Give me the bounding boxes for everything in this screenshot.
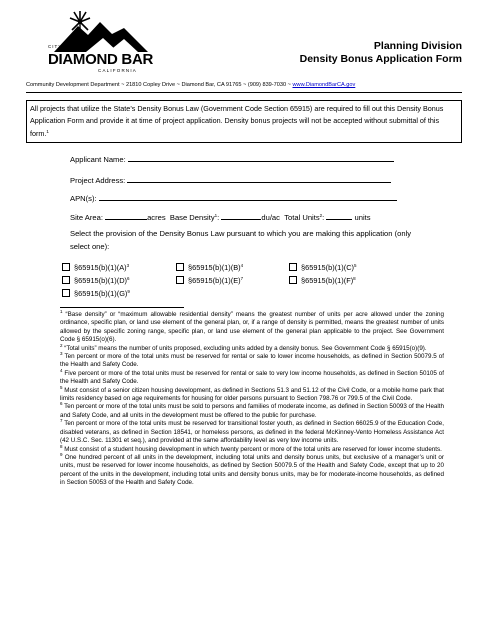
option-b1b[interactable] xyxy=(176,263,243,272)
form-header xyxy=(300,40,462,66)
footnote-text: Ten percent or more of the total units must be reserved for transitional foster youth, as defined in Section 66025.9 of the Education Code, disabled veterans, as defined in Section 18541, or homeless persons, as defined in the federal McKinney-Vento Homeless Assistance Act (42 U.S.C. Sec. 11301 et seq.), and provided at the same affordability level as very low income units. xyxy=(60,420,444,445)
footnote-number: 9 xyxy=(60,451,63,457)
acres-unit: acres xyxy=(147,213,166,222)
footnote-number: 7 xyxy=(60,418,63,424)
project-address-label: Project Address: xyxy=(70,176,126,185)
checkbox[interactable] xyxy=(176,263,184,271)
option-footnote-ref: 4 xyxy=(240,263,244,268)
apn-blank[interactable] xyxy=(99,192,397,201)
du-ac-unit: du/ac xyxy=(261,213,280,222)
footnote-3 xyxy=(60,353,444,370)
address-text: Community Development Department ~ 21810 Copley Drive ~ Diamond Bar, CA 91765 ~ (909) 839-7030 ~ xyxy=(26,82,293,88)
project-address-blank[interactable] xyxy=(127,174,391,183)
contact-line xyxy=(26,82,466,88)
footnote-1 xyxy=(60,311,444,345)
footnote-number: 4 xyxy=(60,367,63,373)
option-label: §65915(b)(1)(A) xyxy=(74,263,127,272)
footnote-2 xyxy=(60,342,444,353)
option-footnote-ref: 7 xyxy=(240,276,244,281)
option-b1g[interactable] xyxy=(62,289,130,298)
option-label: §65915(b)(1)(G) xyxy=(74,289,128,298)
checkbox[interactable] xyxy=(289,263,297,271)
footnote-9 xyxy=(60,451,444,488)
total-units-blank[interactable] xyxy=(326,211,352,220)
notice-footnote-ref: 1 xyxy=(46,128,49,134)
applicant-name-label: Applicant Name: xyxy=(70,155,126,164)
footnote-text: “Total units” means the number of units proposed, excluding units added by a density bonus. See Government Code § 65915(o)(9). xyxy=(62,344,427,352)
base-density-label: Base Density xyxy=(169,213,215,222)
applicant-name-field xyxy=(70,153,394,164)
option-footnote-ref: 3 xyxy=(126,263,130,268)
footnote-8 xyxy=(60,443,444,454)
base-density-blank[interactable] xyxy=(221,211,261,220)
option-b1d[interactable] xyxy=(62,276,130,285)
provision-question: Select the provision of the Density Bonus Law pursuant to which you are making this application (only select one): xyxy=(70,229,412,251)
footnote-number: 5 xyxy=(60,384,63,390)
footnote-5 xyxy=(60,384,444,407)
units-unit: units xyxy=(354,213,371,222)
footnote-7 xyxy=(60,420,444,445)
option-label: §65915(b)(1)(B) xyxy=(188,263,241,272)
option-b1f[interactable] xyxy=(289,276,356,285)
website-link[interactable]: www.DiamondBarCA.gov xyxy=(292,82,356,88)
notice-text: All projects that utilize the State’s Density Bonus Law (Government Code Section 65915) are required to fill out this Density Bonus Application Form and provide it at time of project application. Density bonus projects will not be accepted without submittal of this form. xyxy=(30,104,444,138)
total-units-label: Total Units xyxy=(284,213,320,222)
logo-city-of: CITY OF xyxy=(48,44,73,49)
footnote-text: One hundred percent of all units in the development, including total units and density bonus units, but exclusive of a manager’s unit or units, must be reserved for lower income households, as defined by Section 50079.5 of the Health and Safety Code, except that up to 20 percent of the units in the development, including total units and density bonus units, may be for moderate-income households, as defined in Section 50053 of the Health and Safety Code. xyxy=(60,453,444,487)
option-b1c[interactable] xyxy=(289,263,357,272)
checkbox[interactable] xyxy=(289,276,297,284)
option-footnote-ref: 6 xyxy=(127,276,130,281)
option-footnote-ref: 8 xyxy=(353,276,356,281)
footnote-number: 3 xyxy=(60,351,63,357)
footnote-number: 1 xyxy=(60,309,63,314)
footnote-number: 2 xyxy=(60,342,63,348)
footnote-6 xyxy=(60,403,444,420)
option-label: §65915(b)(1)(D) xyxy=(74,276,127,285)
footnote-text: Five percent or more of the total units must be reserved for rental or sale to very low income households, as defined in Section 50105 of the Health and Safety Code. xyxy=(60,369,444,386)
division-name: Planning Division xyxy=(373,40,462,52)
footnote-text: “Base density” or “maximum allowable residential density” means the greatest number of units per acre allowed under the zoning ordinance, specific plan, or land use element of the general plan, or, if a range of density is permitted, means the greatest number of units allowed by the specific zoning range, specific plan, or land use element of the general plan applicable to the project. See Government Code § 65915(o)(6). xyxy=(60,311,444,344)
notice-box xyxy=(26,100,462,143)
site-area-row: Site Area: acres Base Density$^1$: du/ac Total Units$^2$: units xyxy=(70,213,371,222)
checkbox[interactable] xyxy=(62,289,70,297)
option-label: §65915(b)(1)(C) xyxy=(301,263,354,272)
project-address-field xyxy=(70,174,391,185)
city-logo xyxy=(48,8,154,76)
total-units-ref: 2 xyxy=(319,213,323,218)
option-b1a[interactable] xyxy=(62,263,129,272)
form-title: Density Bonus Application Form xyxy=(299,53,462,65)
footnote-text: Must consist of a student housing development in which twenty percent or more of the total units are reserved for lower income students. xyxy=(62,445,442,453)
option-footnote-ref: 5 xyxy=(354,263,357,268)
footnote-4 xyxy=(60,367,444,387)
base-density-ref: 1 xyxy=(214,213,218,218)
site-area-label: Site Area: xyxy=(70,213,103,222)
logo-city-name: DIAMOND BAR xyxy=(48,51,154,68)
footnote-separator xyxy=(60,307,184,308)
applicant-name-blank[interactable] xyxy=(128,153,394,162)
checkbox[interactable] xyxy=(62,276,70,284)
footnote-text: Must consist of a senior citizen housing development, as defined in Sections 51.3 and 51.12 of the Civil Code, or a mobile home park that limits residency based on age requirements for housing for older persons pursuant to Section 798.76 or 799.5 of the Civil Code. xyxy=(60,386,444,403)
footnote-text: Ten percent or more of the total units must be reserved for rental or sale to lower income households, as defined in Section 50079.5 of the Health and Safety Code. xyxy=(60,353,444,369)
checkbox[interactable] xyxy=(176,276,184,284)
option-b1e[interactable] xyxy=(176,276,243,285)
option-label: §65915(b)(1)(E) xyxy=(188,276,241,285)
logo-state: CALIFORNIA xyxy=(98,68,138,73)
footnote-number: 6 xyxy=(60,401,63,407)
option-label: §65915(b)(1)(F) xyxy=(301,276,354,285)
option-footnote-ref: 9 xyxy=(127,289,130,294)
header-divider xyxy=(26,92,462,93)
site-area-blank[interactable] xyxy=(105,211,147,220)
apn-field xyxy=(70,192,397,203)
checkbox[interactable] xyxy=(62,263,70,271)
footnotes xyxy=(60,311,444,488)
footnote-text: Ten percent or more of the total units must be sold to persons and families of moderate income, as defined in Section 50093 of the Health and Safety Code, and all units in the development must be offered to the public for purchase. xyxy=(60,403,444,419)
apn-label: APN(s): xyxy=(70,194,97,203)
footnote-number: 8 xyxy=(60,443,63,449)
